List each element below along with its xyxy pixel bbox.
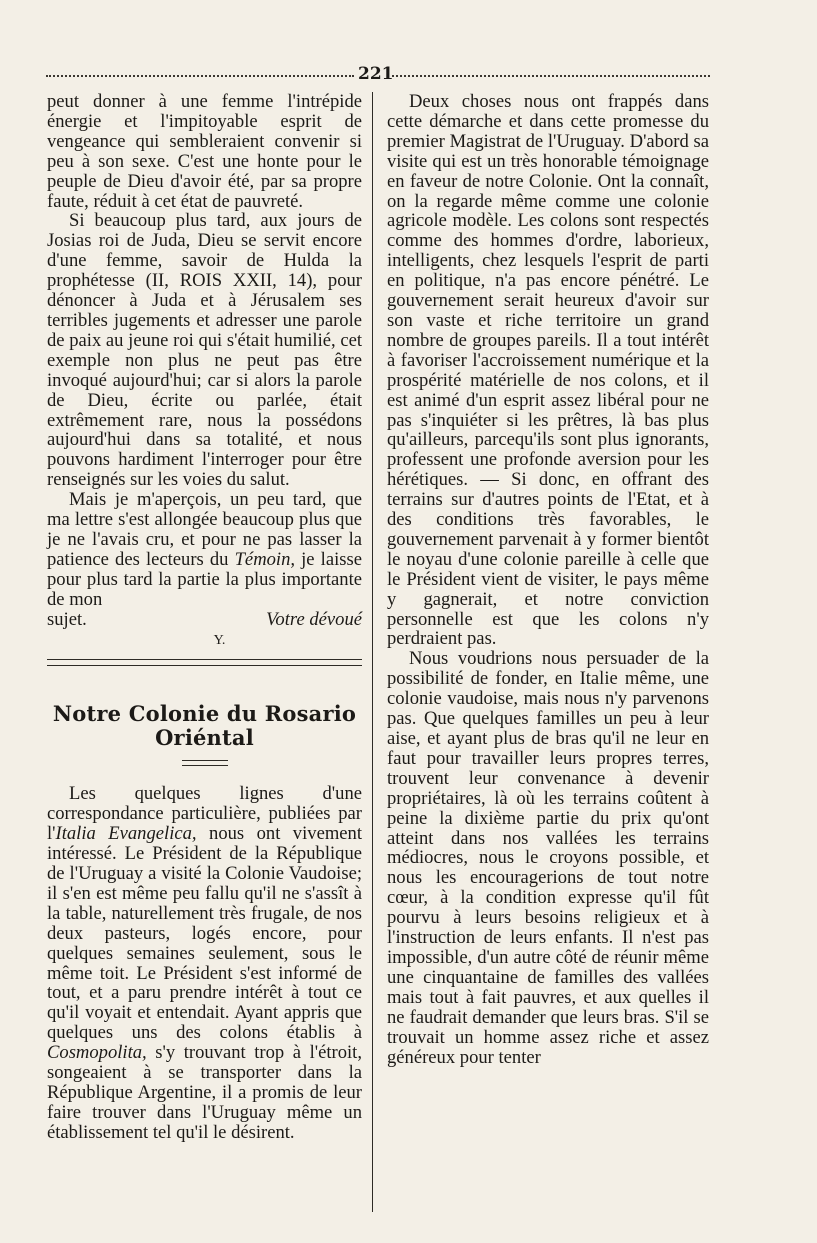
right-paragraph-2: Nous voudrions nous persuader de la possibilité de fonder, en Italie même, une colonie vaudoise, mais nous n'y parvenons pas. Que quelques familles un peu à leur aise, et ayant plus de bras qu'il ne leur en faut pour travailler leurs propres terres, trouvent leur convenance à devenir propriétaires, là où les terrains coûtent à peine la dixième partie du prix qu'ont atteint dans nos vallées les terrains médiocres, nous le croyons possible, et nous les encouragerions de tout notre cœur, à la condition expresse qu'il fût pourvu à leurs besoins religieux et à l'instruction de leurs enfants. Il n'est pas impossible, d'un autre côté de réunir même une cinquantaine de familles des vallées mais tout à fait pauvres, et aux quelles il ne faudrait demander que leurs bras. S'il se trouvait un homme assez riche et assez généreux pour tenter bbox=[387, 648, 709, 1068]
left-paragraph-1: peut donner à une femme l'intrépide énergie et l'impitoyable esprit de vengeance qui sembleraient convenir si peu à son sexe. C'est une honte pour le peuple de Dieu d'avoir été, par sa propre faute, réduit à cet état de pauvreté. bbox=[47, 91, 362, 212]
para4-place-name: Cosmopolita, bbox=[47, 1042, 147, 1064]
left-paragraph-4 bbox=[47, 784, 362, 1142]
para4-text-c: s'y trouvant trop à l'étroit, songeaient à se transporter dans la République Argentine, il a promis de leur faire trouver dans l'Uruguay même un établissement tel qu'il le désirent. bbox=[47, 1042, 362, 1143]
signature: Votre dévoué bbox=[266, 608, 362, 630]
left-paragraph-3 bbox=[47, 490, 362, 609]
title-ornament bbox=[182, 760, 228, 766]
header-rule-left bbox=[46, 75, 354, 77]
column-divider bbox=[372, 92, 373, 1212]
para4-text-b: nous ont vivement intéressé. Le Président de la République de l'Uruguay a visité la Colonie Vaudoise; il s'en est même peu fallu qu'il ne s'assît à la table, naturellement très frugale, de nos deux pasteurs, logés encore, pour quelques semaines seulement, sous le même toit. Le Président s'est informé de tout, et a paru prendre intérêt à tout ce qu'il voyait et entendait. Ayant appris que quelques uns des colons établis à bbox=[47, 823, 362, 1044]
closing-word: sujet. bbox=[47, 608, 87, 630]
left-column bbox=[47, 92, 362, 1143]
page-header bbox=[46, 64, 710, 86]
header-rule-right bbox=[392, 75, 710, 77]
article-title: Notre Colonie du Rosario Oriéntal bbox=[52, 701, 357, 751]
para3-publication-name: Témoin, bbox=[234, 548, 296, 570]
para4-text-a: Les quelques lignes d'une correspondance particulière, publiées par l' bbox=[47, 783, 362, 845]
signature-line bbox=[47, 610, 362, 630]
section-separator bbox=[47, 659, 362, 666]
para3-text-b: je laisse pour plus tard la partie la plus importante de mon bbox=[47, 548, 362, 610]
para4-publication-name: Italia Evangelica, bbox=[55, 823, 197, 845]
page-number: 221 bbox=[358, 64, 394, 84]
left-paragraph-2: Si beaucoup plus tard, aux jours de Josias roi de Juda, Dieu se servit encore d'une femme, savoir de Hulda la prophétesse (II, ROIS XXII, 14), pour dénoncer à Juda et à Jérusalem ses terribles jugements et adresser une parole de paix au jeune roi qui s'était humilié, cet exemple non plus ne peut pas être invoqué aujourd'hui; car si alors la parole de Dieu, écrite ou parlée, était extrêmement rare, nous la possédons aujourd'hui dans sa totalité, et nous pouvons hardiment l'interroger pour être renseignés sur les voies du salut. bbox=[47, 210, 362, 491]
author-initial: Y. bbox=[213, 633, 226, 649]
right-paragraph-1: Deux choses nous ont frappés dans cette démarche et dans cette promesse du premier Magistrat de l'Uruguay. D'abord sa visite qui est un très honorable témoignage en faveur de notre Colonie. Ont la connaît, on la regarde même comme une colonie agricole modèle. Les colons sont respectés comme des hommes d'ordre, laborieux, intelligents, chez lesquels l'esprit de parti en politique, n'a pas encore pénétré. Le gouvernement serait heureux d'avoir sur son vaste et riche territoire un grand nombre de groupes pareils. Il a tout intérêt à favoriser l'accroissement numérique et la prospérité matérielle de nos colons, et il est animé d'un esprit assez libéral pour ne pas s'inquiéter si les prêtres, là bas plus qu'ailleurs, parcequ'ils sont plus ignorants, professent une profonde aversion pour les hérétiques. — Si donc, en offrant des terrains sur d'autres points de l'Etat, et à des conditions très favorables, le gouvernement parvenait à y former bientôt le noyau d'une colonie pareille à celle que le Président vient de visiter, le pays même y gagnerait, et notre conviction personnelle est que les colons n'y perdraient pas. bbox=[387, 91, 709, 650]
para3-text-a: Mais je m'aperçois, un peu tard, que ma lettre s'est allongée beaucoup plus que je ne l'avais cru, et pour ne pas lasser la patience des lecteurs du bbox=[47, 489, 362, 570]
right-column bbox=[387, 92, 709, 1067]
